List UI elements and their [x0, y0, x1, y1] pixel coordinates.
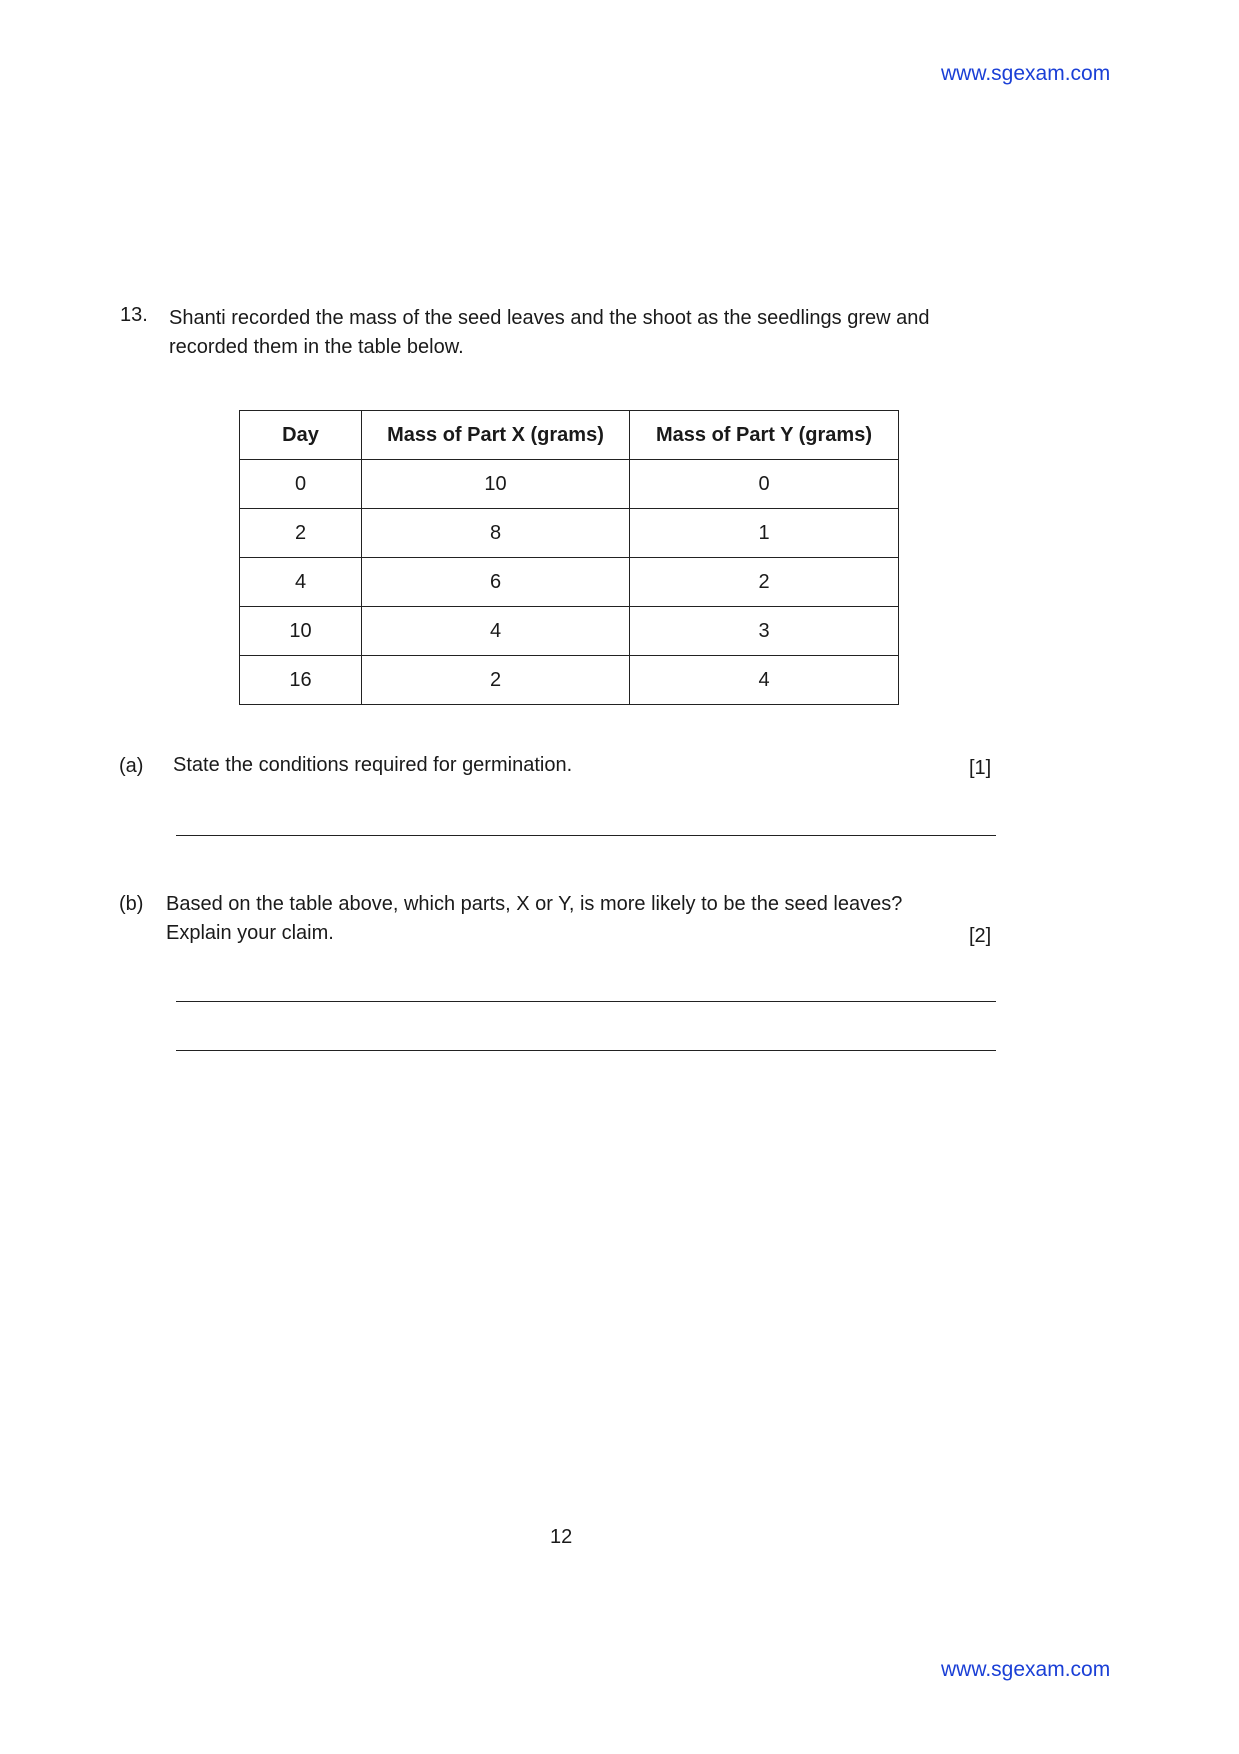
cell-part-x: 8	[362, 509, 630, 558]
part-b-marks: [2]	[969, 925, 992, 947]
cell-day: 0	[240, 460, 362, 509]
cell-part-y: 3	[630, 607, 899, 656]
part-a-marks: [1]	[969, 757, 992, 779]
question-text: Shanti recorded the mass of the seed leaves and the shoot as the seedlings grew and recorded them in the table below.	[169, 307, 930, 358]
cell-day: 2	[240, 509, 362, 558]
part-b-question: Based on the table above, which parts, X or Y, is more likely to be the seed leaves? Explain your claim.	[166, 893, 903, 944]
part-a-answer-line[interactable]	[176, 835, 996, 836]
table-row	[240, 656, 899, 705]
header-day: Day	[240, 411, 362, 460]
cell-part-y: 4	[630, 656, 899, 705]
table-row	[240, 607, 899, 656]
cell-part-x: 6	[362, 558, 630, 607]
cell-part-x: 2	[362, 656, 630, 705]
cell-part-y: 0	[630, 460, 899, 509]
part-b-answer-line-2[interactable]	[176, 1050, 996, 1051]
cell-day: 16	[240, 656, 362, 705]
cell-day: 10	[240, 607, 362, 656]
table-header-row	[240, 411, 899, 460]
cell-part-y: 1	[630, 509, 899, 558]
cell-part-x: 4	[362, 607, 630, 656]
cell-part-x: 10	[362, 460, 630, 509]
header-part-y: Mass of Part Y (grams)	[630, 411, 899, 460]
page-number: 12	[550, 1526, 573, 1548]
part-a-question: State the conditions required for germination.	[173, 754, 573, 776]
part-b-answer-line-1[interactable]	[176, 1001, 996, 1002]
footer-watermark: www.sgexam.com	[941, 1658, 1111, 1681]
header-part-x: Mass of Part X (grams)	[362, 411, 630, 460]
part-a-label: (a)	[119, 755, 144, 777]
table-row	[240, 460, 899, 509]
table-row	[240, 558, 899, 607]
header-watermark: www.sgexam.com	[941, 62, 1111, 85]
mass-data-table	[239, 410, 899, 705]
part-b-label: (b)	[119, 893, 144, 915]
cell-part-y: 2	[630, 558, 899, 607]
question-number: 13.	[120, 304, 148, 326]
cell-day: 4	[240, 558, 362, 607]
table-row	[240, 509, 899, 558]
